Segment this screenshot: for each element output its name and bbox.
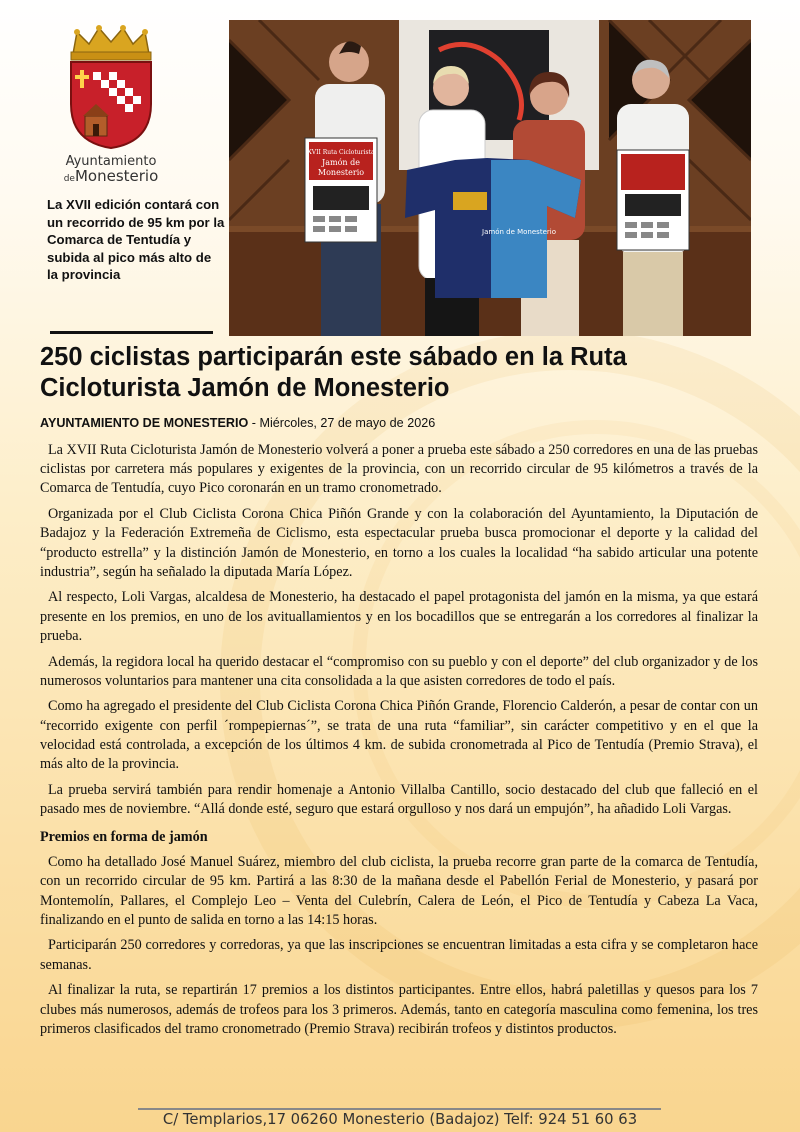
article-paragraph: Al finalizar la ruta, se repartirán 17 premios a los distintos participantes. Entre ellos, habrá paletillas y quesos para los 7 clubes más numerosos, además de trofeos para los 3 primeros. Además, tanto en categoría masculina como femenina, los tres primeros clasificados del tramo cronometrado (Premio Strava) recibirán trofeos y distintos productos. xyxy=(40,982,758,1037)
footer-address: C/ Templarios,17 06260 Monesterio (Badajoz) Telf: 924 51 60 63 xyxy=(162,1111,638,1128)
caption-divider xyxy=(50,331,213,334)
article-subheading: Premios en forma de jamón xyxy=(40,829,208,846)
municipal-logo xyxy=(56,24,166,185)
article-body xyxy=(40,441,758,1045)
article-paragraph: Organizada por el Club Ciclista Corona Chica Piñón Grande y con la colaboración del Ayuntamiento, la Diputación de Badajoz y la Federación Extremeña de Ciclismo, esta espectacular prueba busca promocionar el deporte y la calidad del “producto estrella” y la distinción Jamón de Monesterio, en torno a los cuales la localidad “ha sabido articular una potente industria”, según ha señalado la diputada María López. xyxy=(40,506,758,580)
article-title: 250 ciclistas participarán este sábado en la Ruta Cicloturista Jamón de Monesterio xyxy=(40,343,627,402)
logo-text-ayuntamiento: Ayuntamiento xyxy=(65,154,157,169)
logo-text-monesterio: deMonesterio xyxy=(63,167,159,185)
article-paragraph: Al respecto, Loli Vargas, alcaldesa de Monesterio, ha destacado el papel protagonista del jamón en la misma, ya que estará presente en los premios, en uno de los avituallamientos y en los bocadillos que se entregarán a los corredores al finalizar la prueba. xyxy=(40,589,758,644)
svg-text:Jamón de: Jamón de xyxy=(322,158,360,167)
article-paragraph: Además, la regidora local ha querido destacar el “compromiso con su pueblo y con el deporte” del club organizador y de los numerosos voluntarios para mantener una cita consolidada a la que asisten corredores de todo el país. xyxy=(40,653,758,689)
article-date: - Miércoles, 27 de mayo de 2026 xyxy=(251,416,436,430)
article-byline xyxy=(40,416,435,430)
article-paragraph: Como ha detallado José Manuel Suárez, miembro del club ciclista, la prueba recorre gran parte de la comarca de Tentudía, con un recorrido circular de 95 km. Partirá a las 8:30 de la mañana desde el Pabellón Ferial de Monesterio, y pasará por Montemolín, Pallares, el Complejo Leo – Venta del Culebrín, Calera de León, el Pico de Tentudía y Cabeza La Vaca, finalizando en el punto de salida en torno a las 14:15 horas. xyxy=(40,854,758,928)
footer-divider xyxy=(138,1108,661,1110)
svg-text:Jamón de Monesterio: Jamón de Monesterio xyxy=(482,228,556,236)
article-paragraph: Participarán 250 corredores y corredoras, ya que las inscripciones se encuentran limitadas a esta cifra y se completaron hace semanas. xyxy=(40,937,758,973)
article-source: AYUNTAMIENTO DE MONESTERIO xyxy=(40,416,249,430)
svg-text:Monesterio: Monesterio xyxy=(317,168,365,177)
photo-caption: La XVII edición contará con un recorrido de 95 km por la Comarca de Tentudía y subida al pico más alto de la provincia xyxy=(47,197,225,282)
article-paragraph: Como ha agregado el presidente del Club Ciclista Corona Chica Piñón Grande, Florencio Calderón, a pesar de contar con un “recorrido exigente con perfil ´rompepiernas´”, se trata de una ruta “familiar”, sin carácter competitivo y en el que la velocidad está controlada, a excepción de los últimos 4 km. de subida cronometrada al Pico de Tentudía (Premio Strava), el más alto de la provincia. xyxy=(40,698,758,773)
press-conference-photo xyxy=(229,20,751,336)
svg-text:XVII Ruta Cicloturista: XVII Ruta Cicloturista xyxy=(307,149,375,156)
article-paragraph: La XVII Ruta Cicloturista Jamón de Monesterio volverá a poner a prueba este sábado a 250 corredores en una de las pruebas ciclistas por carretera más populares y exigentes de la provincia, con un recorrido circular de 95 kilómetros a través de la Comarca de Tentudía, cuyo Pico coronarán en un tramo cronometrado. xyxy=(40,442,758,497)
article-paragraph: La prueba servirá también para rendir homenaje a Antonio Villalba Cantillo, socio destacado del club que falleció en el pasado mes de noviembre. “Allá donde esté, seguro que estará orgulloso y nos dará un empujón”, ha añadido Loli Vargas. xyxy=(40,781,758,817)
coat-of-arms-icon xyxy=(63,24,159,150)
